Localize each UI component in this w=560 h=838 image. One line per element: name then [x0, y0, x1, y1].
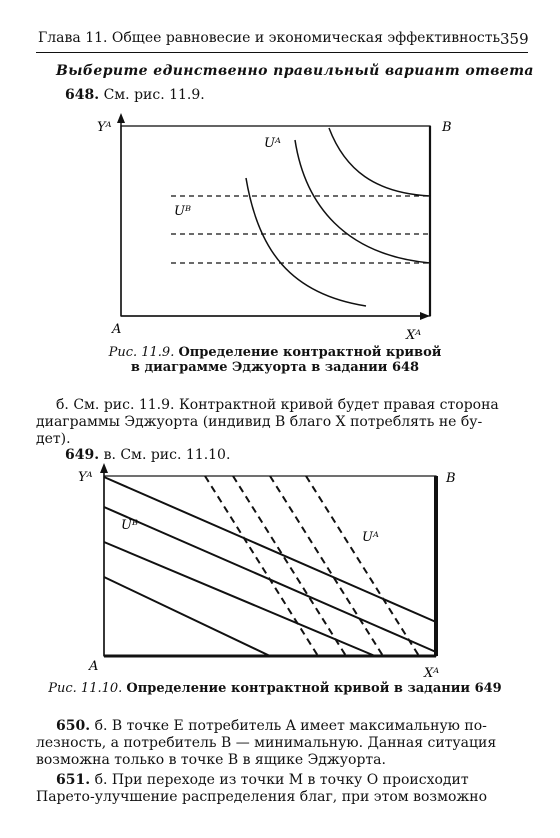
budget-ua-2 [233, 476, 346, 656]
answer-650-line-2: лезность, а потребитель B — минимальную. Данная ситуация [36, 735, 497, 751]
y-axis-arrow [117, 113, 125, 123]
answer-651-line-1: б. При переходе из точки M в точку O происходит [94, 772, 469, 788]
label-ub: Uᴮ [174, 204, 191, 219]
section-heading: Выберите единственно правильный вариант ответа [56, 63, 534, 79]
budget-ub-4 [104, 577, 270, 656]
label-xa: Xᴬ [406, 328, 422, 343]
indifference-ua-1 [246, 178, 366, 306]
budget-ua-4 [306, 476, 419, 656]
answer-650-line-1: б. В точке E потребитель A имеет максимальную по- [94, 718, 487, 734]
label-xa-2: Xᴬ [424, 666, 440, 681]
budget-ua-3 [270, 476, 383, 656]
answer-651-number: 651. [56, 772, 91, 788]
x-axis-arrow [420, 312, 430, 320]
budget-ua-1 [205, 476, 318, 656]
label-ya-2: Yᴬ [78, 470, 93, 485]
label-ya: Yᴬ [97, 120, 112, 135]
label-b-2: B [446, 471, 456, 486]
indifference-ua-3 [329, 128, 430, 196]
question-number: 648. [65, 87, 100, 103]
caption-text-2: Определение контрактной кривой в задании 649 [126, 681, 502, 696]
label-a-2: A [89, 659, 99, 674]
y-axis-arrow-2 [100, 463, 108, 473]
answer-648-line-3: дет). [36, 431, 71, 447]
label-ub-2: Uᴮ [121, 518, 138, 533]
figure-11-9-caption [40, 345, 510, 375]
answer-651-line-2: Парето-улучшение распределения благ, при этом возможно [36, 789, 488, 805]
question-number-649: 649. [65, 447, 100, 463]
caption-line-1: Определение контрактной кривой [178, 345, 442, 360]
label-ua: Uᴬ [264, 136, 281, 151]
label-a: A [112, 322, 122, 337]
edgeworth-box-2 [104, 476, 436, 656]
caption-number-2: Рис. 11.10. [48, 681, 123, 696]
figure-11-10 [78, 463, 456, 681]
caption-line-2: в диаграмме Эджуорта в задании 648 [130, 360, 420, 375]
figure-11-10-caption [30, 681, 520, 696]
answer-650 [36, 718, 528, 769]
caption-number: Рис. 11.9. [108, 345, 175, 360]
edgeworth-box [121, 126, 430, 316]
chapter-title: Глава 11. Общее равновесие и экономическая эффективность [38, 30, 501, 46]
answer-648 [36, 397, 528, 448]
label-b: B [442, 120, 452, 135]
answer-651-line-1-wrap [36, 772, 528, 789]
question-text: См. рис. 11.9. [103, 87, 205, 103]
answer-648-line-1: б. См. рис. 11.9. Контрактной кривой будет правая сторона [56, 397, 499, 413]
answer-651 [36, 772, 528, 806]
page-number: 359 [500, 30, 529, 48]
answer-650-number: 650. [56, 718, 91, 734]
question-text-649: в. См. рис. 11.10. [103, 447, 231, 463]
question-649 [65, 447, 230, 463]
label-ua-2: Uᴬ [362, 530, 379, 545]
budget-ub-3 [104, 542, 375, 656]
answer-650-line-3: возможна только в точке B в ящике Эджуорта. [36, 752, 386, 768]
answer-648-line-2: диаграммы Эджуорта (индивид B благо X потреблять не бу- [36, 414, 483, 430]
answer-650-line-1-wrap [36, 718, 528, 735]
indifference-ua-2 [295, 140, 430, 263]
